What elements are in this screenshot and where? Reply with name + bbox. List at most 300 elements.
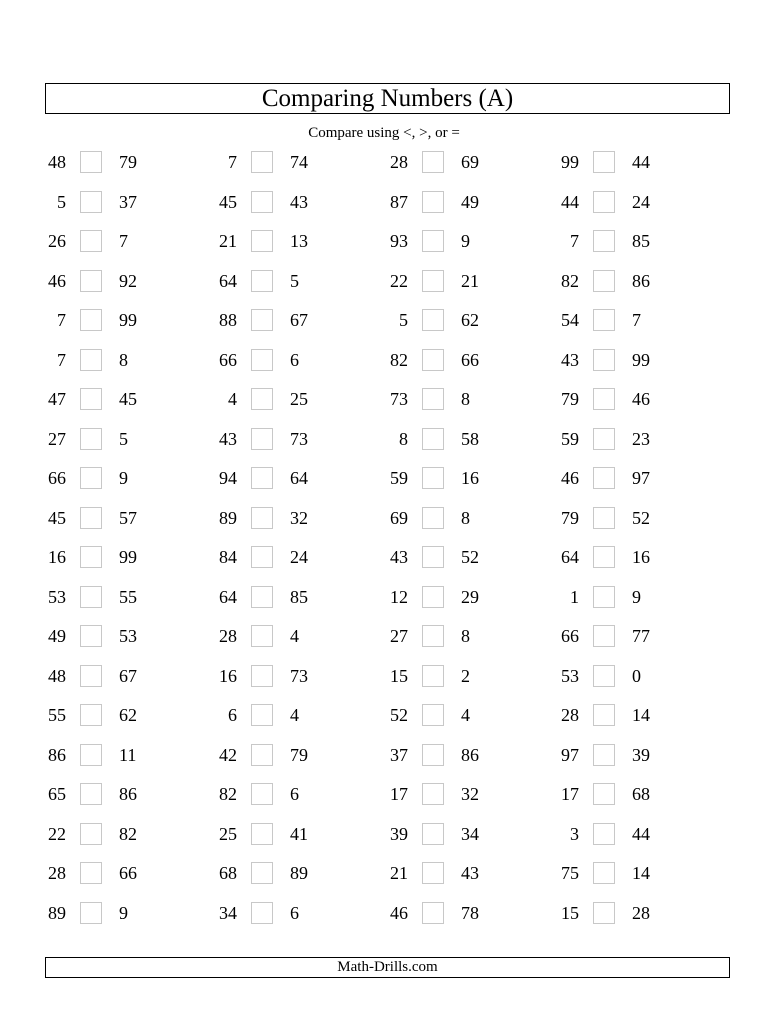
answer-box[interactable] xyxy=(593,388,615,410)
left-number: 12 xyxy=(390,586,408,607)
answer-box[interactable] xyxy=(422,665,444,687)
left-number: 49 xyxy=(48,626,66,646)
left-number: 15 xyxy=(561,902,579,923)
answer-box[interactable] xyxy=(593,349,615,371)
left-number: 66 xyxy=(48,468,66,488)
problem-item xyxy=(45,301,216,341)
answer-box[interactable] xyxy=(422,704,444,726)
right-number: 43 xyxy=(461,863,479,883)
answer-box[interactable] xyxy=(422,546,444,568)
answer-box[interactable] xyxy=(251,191,273,213)
left-number: 88 xyxy=(219,310,237,330)
answer-box[interactable] xyxy=(593,151,615,173)
answer-box[interactable] xyxy=(593,507,615,529)
left-number: 22 xyxy=(48,823,66,844)
answer-box[interactable] xyxy=(80,270,102,292)
answer-box[interactable] xyxy=(251,270,273,292)
left-number: 46 xyxy=(561,468,579,488)
answer-box[interactable] xyxy=(422,902,444,924)
answer-box[interactable] xyxy=(593,783,615,805)
answer-box[interactable] xyxy=(80,191,102,213)
problem-item xyxy=(45,854,216,894)
answer-box[interactable] xyxy=(422,507,444,529)
problem-item xyxy=(387,301,558,341)
footer xyxy=(45,957,730,978)
left-number: 43 xyxy=(561,349,579,370)
answer-box[interactable] xyxy=(80,349,102,371)
left-number: 46 xyxy=(390,902,408,923)
problem-item xyxy=(216,815,387,855)
problem-row xyxy=(0,657,768,697)
answer-box[interactable] xyxy=(422,151,444,173)
problem-item xyxy=(216,143,387,183)
right-number: 44 xyxy=(632,152,650,172)
problem-row xyxy=(0,696,768,736)
answer-box[interactable] xyxy=(80,744,102,766)
problem-item xyxy=(558,341,729,381)
left-number: 68 xyxy=(219,863,237,883)
left-number: 7 xyxy=(570,231,579,251)
left-number: 89 xyxy=(219,507,237,528)
problem-item xyxy=(558,736,729,776)
right-number: 24 xyxy=(632,191,650,212)
answer-box[interactable] xyxy=(251,862,273,884)
answer-box[interactable] xyxy=(251,823,273,845)
problem-item xyxy=(558,459,729,499)
answer-box[interactable] xyxy=(593,586,615,608)
answer-box[interactable] xyxy=(422,783,444,805)
right-number: 97 xyxy=(632,468,650,488)
problem-item xyxy=(558,775,729,815)
problem-item xyxy=(45,538,216,578)
answer-box[interactable] xyxy=(251,151,273,173)
answer-box[interactable] xyxy=(80,309,102,331)
left-number: 28 xyxy=(219,626,237,646)
right-number: 8 xyxy=(119,349,128,370)
left-number: 4 xyxy=(228,389,237,409)
answer-box[interactable] xyxy=(80,902,102,924)
problem-row xyxy=(0,775,768,815)
right-number: 45 xyxy=(119,389,137,409)
right-number: 79 xyxy=(119,152,137,172)
problem-item xyxy=(387,222,558,262)
answer-box[interactable] xyxy=(251,388,273,410)
problem-item xyxy=(387,815,558,855)
answer-box[interactable] xyxy=(251,704,273,726)
answer-box[interactable] xyxy=(80,428,102,450)
right-number: 41 xyxy=(290,823,308,844)
left-number: 28 xyxy=(561,705,579,725)
left-number: 5 xyxy=(57,191,66,212)
right-number: 49 xyxy=(461,191,479,212)
problem-item xyxy=(216,459,387,499)
answer-box[interactable] xyxy=(593,546,615,568)
right-number: 82 xyxy=(119,823,137,844)
right-number: 4 xyxy=(461,705,470,725)
answer-box[interactable] xyxy=(422,744,444,766)
problem-item xyxy=(387,499,558,539)
answer-box[interactable] xyxy=(80,665,102,687)
problem-item xyxy=(216,854,387,894)
answer-box[interactable] xyxy=(80,467,102,489)
left-number: 43 xyxy=(219,428,237,449)
problem-item xyxy=(558,499,729,539)
answer-box[interactable] xyxy=(251,428,273,450)
right-number: 37 xyxy=(119,191,137,212)
answer-box[interactable] xyxy=(593,270,615,292)
problem-item xyxy=(216,775,387,815)
left-number: 8 xyxy=(399,428,408,449)
answer-box[interactable] xyxy=(593,428,615,450)
problem-item xyxy=(216,578,387,618)
problem-grid xyxy=(0,143,768,933)
problem-item xyxy=(216,301,387,341)
left-number: 44 xyxy=(561,191,579,212)
left-number: 93 xyxy=(390,231,408,251)
right-number: 32 xyxy=(461,784,479,804)
problem-item xyxy=(558,183,729,223)
left-number: 27 xyxy=(390,626,408,646)
problem-row xyxy=(0,262,768,302)
right-number: 73 xyxy=(290,665,308,686)
left-number: 75 xyxy=(561,863,579,883)
problem-item xyxy=(45,143,216,183)
left-number: 28 xyxy=(390,152,408,172)
answer-box[interactable] xyxy=(593,902,615,924)
left-number: 27 xyxy=(48,428,66,449)
right-number: 39 xyxy=(632,744,650,765)
right-number: 14 xyxy=(632,705,650,725)
right-number: 7 xyxy=(119,231,128,251)
problem-item xyxy=(387,894,558,934)
right-number: 86 xyxy=(632,270,650,291)
answer-box[interactable] xyxy=(593,309,615,331)
answer-box[interactable] xyxy=(80,783,102,805)
problem-item xyxy=(45,420,216,460)
right-number: 86 xyxy=(119,784,137,804)
answer-box[interactable] xyxy=(593,744,615,766)
left-number: 82 xyxy=(219,784,237,804)
answer-box[interactable] xyxy=(80,862,102,884)
answer-box[interactable] xyxy=(251,665,273,687)
left-number: 45 xyxy=(219,191,237,212)
right-number: 66 xyxy=(461,349,479,370)
problem-item xyxy=(216,222,387,262)
right-number: 2 xyxy=(461,665,470,686)
left-number: 59 xyxy=(390,468,408,488)
answer-box[interactable] xyxy=(422,309,444,331)
problem-item xyxy=(387,341,558,381)
left-number: 79 xyxy=(561,389,579,409)
problem-item xyxy=(558,420,729,460)
answer-box[interactable] xyxy=(80,230,102,252)
left-number: 25 xyxy=(219,823,237,844)
left-number: 54 xyxy=(561,310,579,330)
problem-item xyxy=(216,183,387,223)
problem-item xyxy=(45,222,216,262)
answer-box[interactable] xyxy=(80,823,102,845)
answer-box[interactable] xyxy=(593,862,615,884)
answer-box[interactable] xyxy=(422,467,444,489)
problem-row xyxy=(0,815,768,855)
problem-item xyxy=(216,894,387,934)
left-number: 16 xyxy=(219,665,237,686)
answer-box[interactable] xyxy=(251,902,273,924)
answer-box[interactable] xyxy=(80,625,102,647)
problem-item xyxy=(558,578,729,618)
right-number: 44 xyxy=(632,823,650,844)
left-number: 42 xyxy=(219,744,237,765)
answer-box[interactable] xyxy=(593,467,615,489)
problem-item xyxy=(216,420,387,460)
answer-box[interactable] xyxy=(422,388,444,410)
problem-item xyxy=(216,380,387,420)
right-number: 46 xyxy=(632,389,650,409)
problem-item xyxy=(45,341,216,381)
answer-box[interactable] xyxy=(422,586,444,608)
left-number: 66 xyxy=(561,626,579,646)
problem-item xyxy=(45,775,216,815)
left-number: 46 xyxy=(48,270,66,291)
instructions: Compare using <, >, or = xyxy=(308,125,460,141)
left-number: 65 xyxy=(48,784,66,804)
right-number: 23 xyxy=(632,428,650,449)
left-number: 17 xyxy=(390,784,408,804)
problem-item xyxy=(558,657,729,697)
answer-box[interactable] xyxy=(593,625,615,647)
right-number: 9 xyxy=(461,231,470,251)
left-number: 28 xyxy=(48,863,66,883)
right-number: 5 xyxy=(119,428,128,449)
right-number: 25 xyxy=(290,389,308,409)
answer-box[interactable] xyxy=(251,546,273,568)
right-number: 4 xyxy=(290,705,299,725)
problem-item xyxy=(387,420,558,460)
problem-item xyxy=(216,696,387,736)
right-number: 68 xyxy=(632,784,650,804)
answer-box[interactable] xyxy=(80,151,102,173)
answer-box[interactable] xyxy=(251,349,273,371)
answer-box[interactable] xyxy=(251,507,273,529)
right-number: 0 xyxy=(632,665,641,686)
problem-row xyxy=(0,894,768,934)
problem-item xyxy=(558,301,729,341)
right-number: 86 xyxy=(461,744,479,765)
problem-item xyxy=(45,736,216,776)
problem-item xyxy=(216,617,387,657)
problem-row xyxy=(0,578,768,618)
answer-box[interactable] xyxy=(422,349,444,371)
right-number: 92 xyxy=(119,270,137,291)
left-number: 5 xyxy=(399,310,408,330)
answer-box[interactable] xyxy=(422,862,444,884)
problem-row xyxy=(0,854,768,894)
problem-item xyxy=(558,538,729,578)
right-number: 9 xyxy=(119,902,128,923)
right-number: 55 xyxy=(119,586,137,607)
answer-box[interactable] xyxy=(422,625,444,647)
left-number: 99 xyxy=(561,152,579,172)
left-number: 53 xyxy=(561,665,579,686)
problem-item xyxy=(387,183,558,223)
problem-item xyxy=(387,736,558,776)
right-number: 7 xyxy=(632,310,641,330)
answer-box[interactable] xyxy=(80,507,102,529)
answer-box[interactable] xyxy=(80,546,102,568)
problem-row xyxy=(0,301,768,341)
answer-box[interactable] xyxy=(593,704,615,726)
problem-item xyxy=(387,578,558,618)
problem-item xyxy=(45,459,216,499)
left-number: 15 xyxy=(390,665,408,686)
right-number: 53 xyxy=(119,626,137,646)
right-number: 99 xyxy=(119,547,137,567)
problem-item xyxy=(45,262,216,302)
problem-item xyxy=(558,380,729,420)
problem-item xyxy=(45,894,216,934)
right-number: 13 xyxy=(290,231,308,251)
problem-item xyxy=(387,696,558,736)
right-number: 43 xyxy=(290,191,308,212)
right-number: 62 xyxy=(461,310,479,330)
problem-item xyxy=(387,380,558,420)
problem-item xyxy=(45,578,216,618)
right-number: 73 xyxy=(290,428,308,449)
right-number: 78 xyxy=(461,902,479,923)
left-number: 64 xyxy=(219,270,237,291)
right-number: 6 xyxy=(290,784,299,804)
problem-item xyxy=(216,538,387,578)
answer-box[interactable] xyxy=(593,665,615,687)
left-number: 16 xyxy=(48,547,66,567)
problem-item xyxy=(558,854,729,894)
left-number: 64 xyxy=(561,547,579,567)
left-number: 86 xyxy=(48,744,66,765)
problem-item xyxy=(216,341,387,381)
problem-row xyxy=(0,459,768,499)
left-number: 66 xyxy=(219,349,237,370)
problem-row xyxy=(0,617,768,657)
answer-box[interactable] xyxy=(80,586,102,608)
answer-box[interactable] xyxy=(422,230,444,252)
right-number: 5 xyxy=(290,270,299,291)
problem-item xyxy=(558,815,729,855)
right-number: 11 xyxy=(119,744,137,765)
right-number: 8 xyxy=(461,389,470,409)
left-number: 47 xyxy=(48,389,66,409)
worksheet-title-text: Comparing Numbers (A) xyxy=(261,85,514,112)
left-number: 53 xyxy=(48,586,66,607)
right-number: 62 xyxy=(119,705,137,725)
answer-box[interactable] xyxy=(422,823,444,845)
left-number: 17 xyxy=(561,784,579,804)
left-number: 89 xyxy=(48,902,66,923)
problem-item xyxy=(558,143,729,183)
right-number: 24 xyxy=(290,547,308,567)
problem-item xyxy=(216,262,387,302)
problem-item xyxy=(216,657,387,697)
answer-box[interactable] xyxy=(593,823,615,845)
right-number: 32 xyxy=(290,507,308,528)
right-number: 89 xyxy=(290,863,308,883)
left-number: 87 xyxy=(390,191,408,212)
answer-box[interactable] xyxy=(593,191,615,213)
left-number: 21 xyxy=(219,231,237,251)
right-number: 34 xyxy=(461,823,479,844)
answer-box[interactable] xyxy=(251,625,273,647)
right-number: 6 xyxy=(290,349,299,370)
right-number: 67 xyxy=(119,665,137,686)
answer-box[interactable] xyxy=(251,230,273,252)
left-number: 84 xyxy=(219,547,237,567)
problem-item xyxy=(558,222,729,262)
right-number: 16 xyxy=(461,468,479,488)
left-number: 37 xyxy=(390,744,408,765)
footer-text: Math-Drills.com xyxy=(337,959,438,975)
right-number: 4 xyxy=(290,626,299,646)
problem-item xyxy=(387,854,558,894)
answer-box[interactable] xyxy=(251,783,273,805)
right-number: 79 xyxy=(290,744,308,765)
answer-box[interactable] xyxy=(422,191,444,213)
left-number: 43 xyxy=(390,547,408,567)
worksheet-title xyxy=(45,83,730,114)
problem-row xyxy=(0,183,768,223)
left-number: 52 xyxy=(390,705,408,725)
answer-box[interactable] xyxy=(251,467,273,489)
answer-box[interactable] xyxy=(593,230,615,252)
right-number: 29 xyxy=(461,586,479,607)
right-number: 85 xyxy=(290,586,308,607)
problem-row xyxy=(0,538,768,578)
left-number: 3 xyxy=(570,823,579,844)
left-number: 79 xyxy=(561,507,579,528)
left-number: 69 xyxy=(390,507,408,528)
problem-row xyxy=(0,380,768,420)
problem-item xyxy=(45,380,216,420)
problem-row xyxy=(0,736,768,776)
answer-box[interactable] xyxy=(251,586,273,608)
answer-box[interactable] xyxy=(80,388,102,410)
left-number: 7 xyxy=(228,152,237,172)
answer-box[interactable] xyxy=(251,309,273,331)
problem-item xyxy=(45,815,216,855)
problem-row xyxy=(0,143,768,183)
problem-item xyxy=(558,262,729,302)
problem-item xyxy=(45,617,216,657)
answer-box[interactable] xyxy=(251,744,273,766)
problem-item xyxy=(387,538,558,578)
problem-item xyxy=(216,499,387,539)
problem-item xyxy=(558,696,729,736)
answer-box[interactable] xyxy=(80,704,102,726)
answer-box[interactable] xyxy=(422,428,444,450)
problem-row xyxy=(0,420,768,460)
left-number: 59 xyxy=(561,428,579,449)
left-number: 48 xyxy=(48,665,66,686)
right-number: 8 xyxy=(461,507,470,528)
left-number: 6 xyxy=(228,705,237,725)
problem-item xyxy=(558,617,729,657)
answer-box[interactable] xyxy=(422,270,444,292)
left-number: 45 xyxy=(48,507,66,528)
right-number: 16 xyxy=(632,547,650,567)
left-number: 82 xyxy=(390,349,408,370)
right-number: 9 xyxy=(119,468,128,488)
right-number: 6 xyxy=(290,902,299,923)
problem-row xyxy=(0,341,768,381)
left-number: 7 xyxy=(57,310,66,330)
